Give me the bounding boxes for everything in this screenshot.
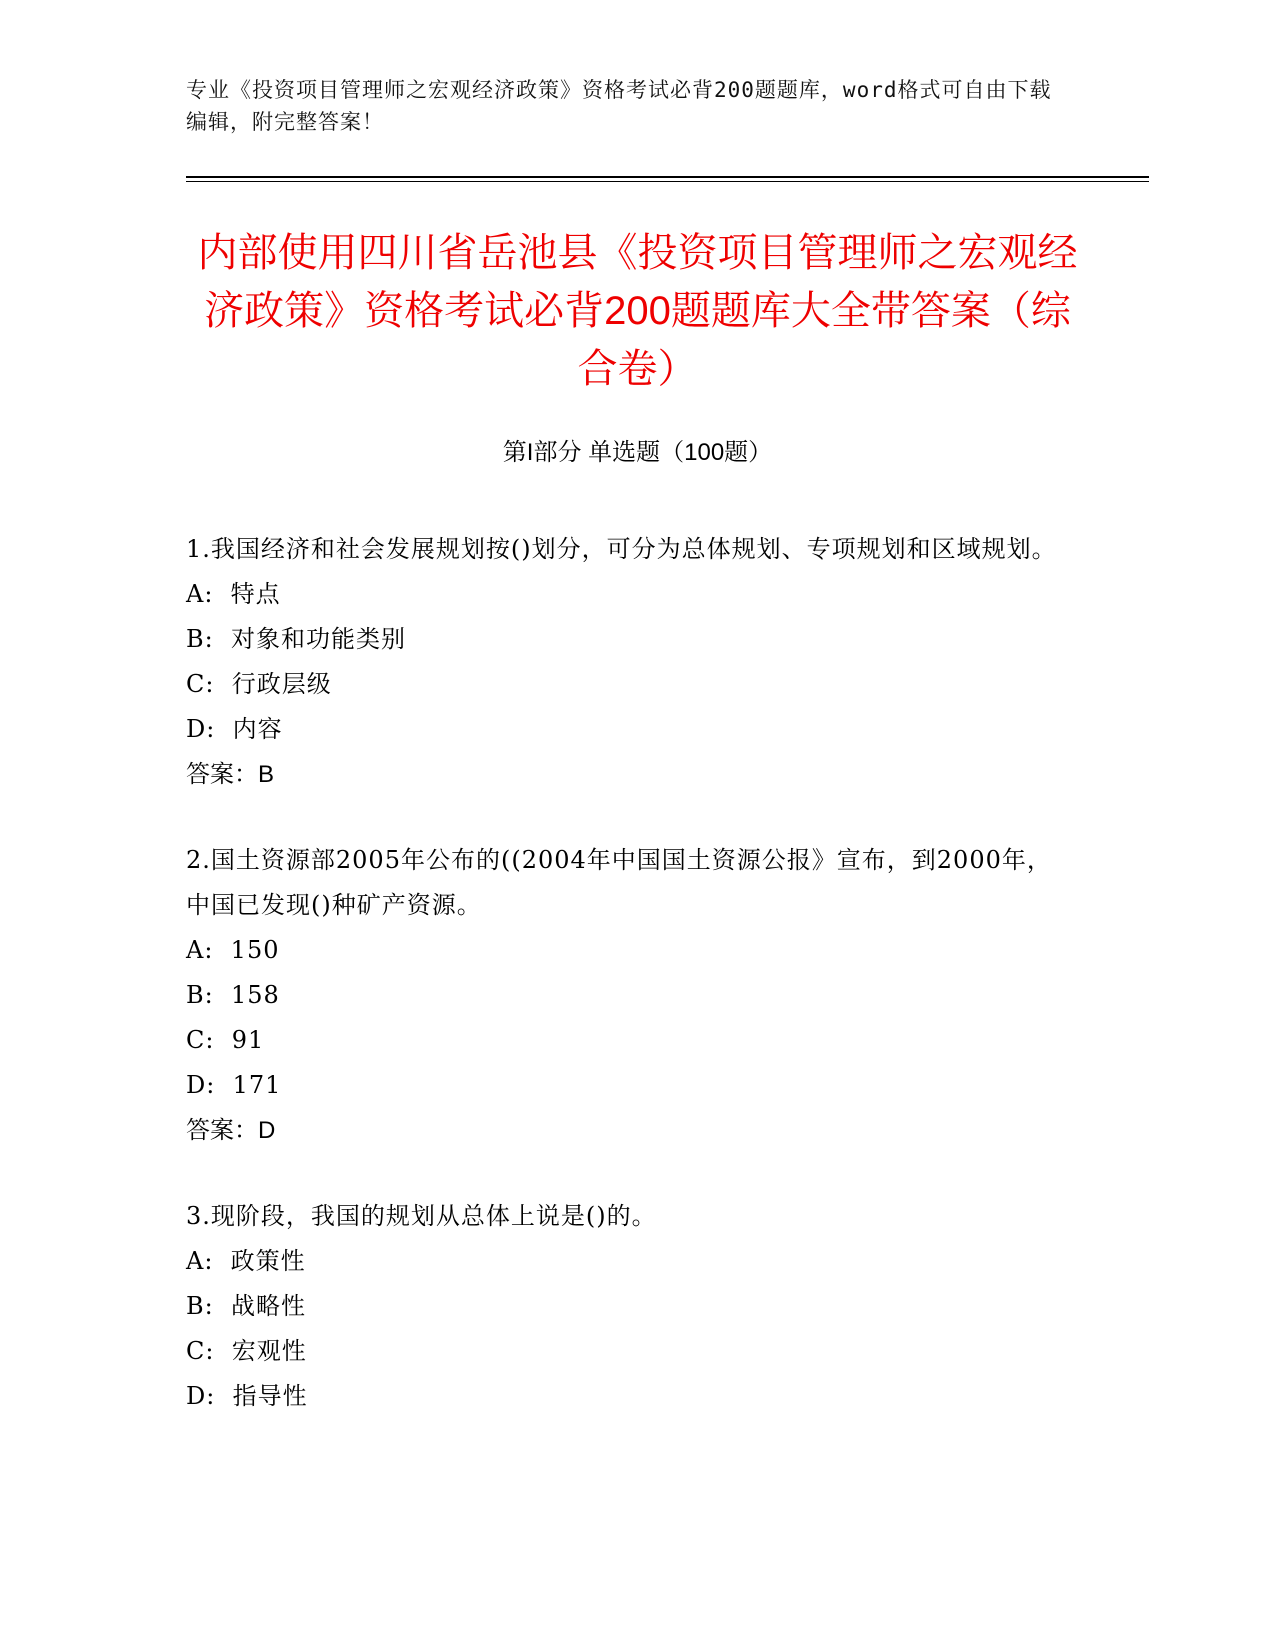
section-title: 第I部分 单选题（100题）: [502, 439, 773, 466]
option-a: A: 150: [186, 936, 280, 964]
option-c: C: 91: [186, 1026, 265, 1054]
answer-line: 答案：B: [186, 761, 275, 788]
header-note: 专业《投资项目管理师之宏观经济政策》资格考试必背200题题库，word格式可自由下载编辑，附完整答案！: [186, 78, 1052, 134]
question-item: [186, 838, 1066, 1153]
option-c: C: 宏观性: [186, 1337, 307, 1365]
option-d: D: 内容: [186, 715, 283, 743]
option-a: A: 特点: [186, 580, 281, 608]
question-stem: 1.我国经济和社会发展规划按()划分，可分为总体规划、专项规划和区域规划。: [186, 535, 1057, 563]
header-divider-thin: [186, 181, 1149, 182]
option-b: B: 战略性: [186, 1292, 306, 1320]
option-c: C: 行政层级: [186, 670, 332, 698]
question-stem: 3.现阶段，我国的规划从总体上说是()的。: [186, 1202, 657, 1230]
header-divider-thick: [186, 176, 1149, 178]
option-b: B: 对象和功能类别: [186, 625, 406, 653]
question-stem: 2.国土资源部2005年公布的((2004年中国国土资源公报》宣布，到2000年，中国已发现()种矿产资源。: [186, 846, 1052, 919]
answer-line: 答案：D: [186, 1117, 276, 1144]
option-b: B: 158: [186, 981, 280, 1009]
question-item: [186, 527, 1066, 797]
option-a: A: 政策性: [186, 1247, 306, 1275]
option-d: D: 171: [186, 1071, 282, 1099]
document-title: 内部使用四川省岳池县《投资项目管理师之宏观经济政策》资格考试必背200题题库大全带答案（综合卷）: [197, 231, 1078, 391]
question-list: [186, 527, 1066, 1460]
option-d: D: 指导性: [186, 1382, 308, 1410]
question-item: [186, 1194, 1066, 1419]
